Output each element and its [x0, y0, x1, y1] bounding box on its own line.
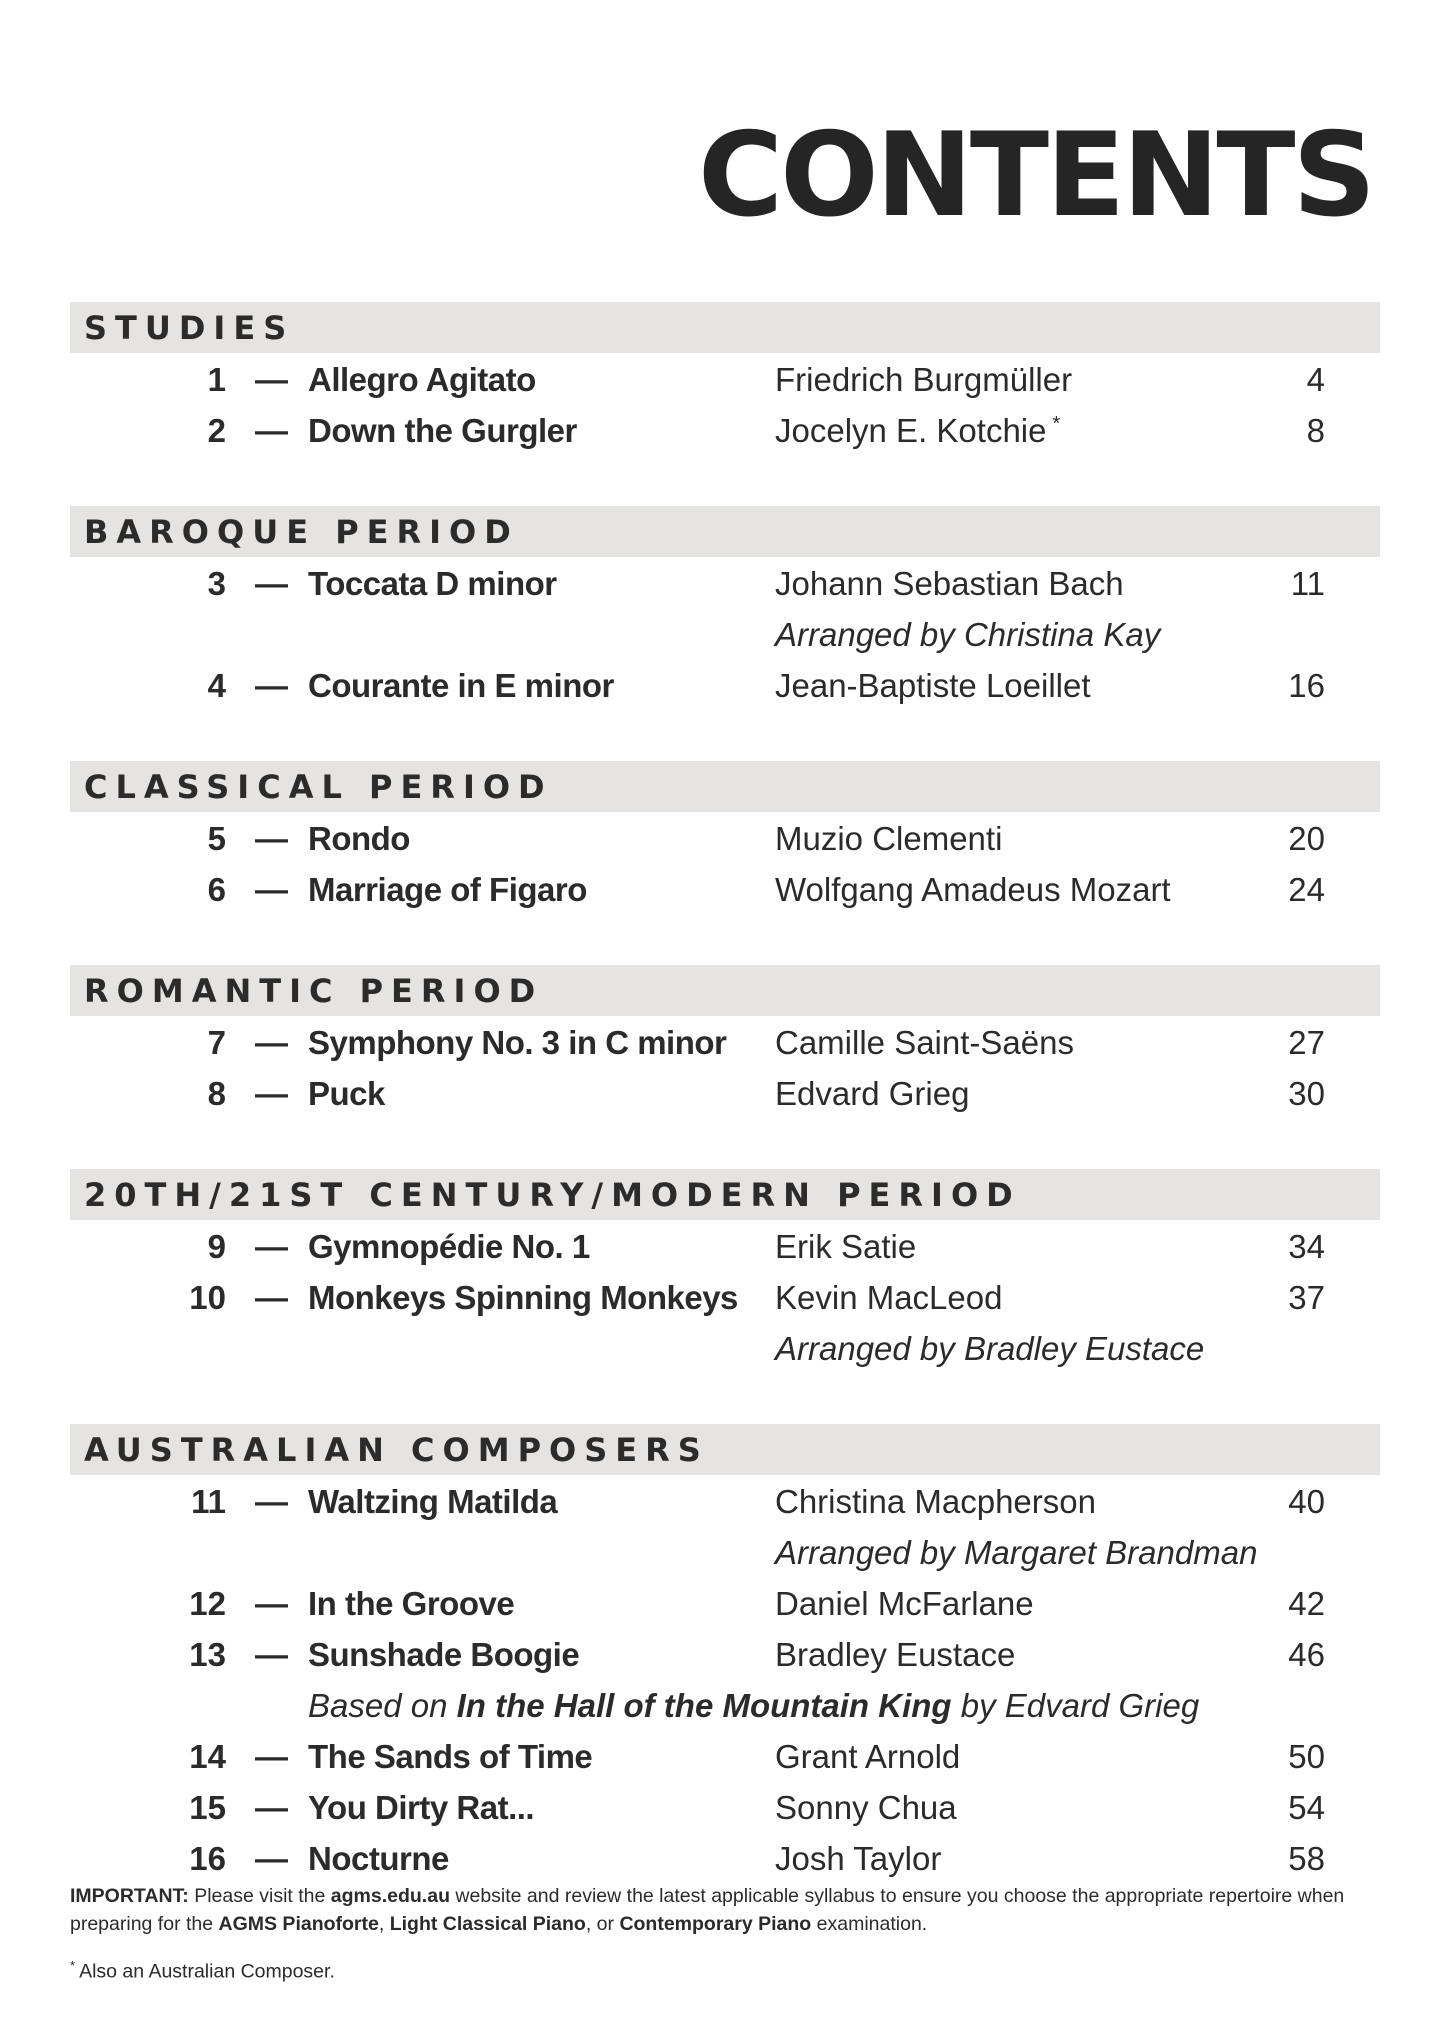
- page-number: 42: [1288, 1585, 1325, 1622]
- toc-entry[interactable]: [70, 1475, 1380, 1526]
- exam-name: AGMS Pianoforte: [218, 1913, 379, 1935]
- toc-entry[interactable]: [70, 557, 1380, 608]
- toc-section: [70, 302, 1380, 455]
- composer-name: [775, 1738, 960, 1776]
- dash-separator: —: [255, 1075, 288, 1112]
- composer-text: Erik Satie: [775, 1228, 917, 1265]
- footnote: [70, 1958, 335, 1984]
- toc-entry[interactable]: [70, 353, 1380, 404]
- page-number: 24: [1288, 871, 1325, 908]
- section-header: AUSTRALIAN COMPOSERS: [70, 1424, 1380, 1475]
- composer-text: Johann Sebastian Bach: [775, 565, 1124, 602]
- piece-title: Gymnopédie No. 1: [308, 1228, 590, 1265]
- piece-number: 1: [207, 361, 226, 398]
- piece-number: 15: [189, 1789, 226, 1826]
- toc-section: [70, 506, 1380, 710]
- toc-entry[interactable]: [70, 1067, 1380, 1118]
- dash-separator: —: [255, 1840, 288, 1877]
- piece-number: 10: [189, 1279, 226, 1316]
- piece-title: Nocturne: [308, 1840, 449, 1877]
- piece-number: 6: [207, 871, 226, 908]
- arranger-row: [70, 1322, 1380, 1373]
- composer-text: Friedrich Burgmüller: [775, 361, 1073, 398]
- piece-title: Symphony No. 3 in C minor: [308, 1024, 727, 1061]
- dash-separator: —: [255, 1279, 288, 1316]
- composer-text: Christina Macpherson: [775, 1483, 1096, 1520]
- composer-text: Camille Saint-Saëns: [775, 1024, 1074, 1061]
- composer-name: [775, 1024, 1074, 1062]
- piece-title: Waltzing Matilda: [308, 1483, 558, 1520]
- note-text: ,: [378, 1913, 390, 1935]
- composer-text: Grant Arnold: [775, 1738, 961, 1775]
- page-number: 46: [1288, 1636, 1325, 1673]
- piece-title: You Dirty Rat...: [308, 1789, 535, 1826]
- toc-entry[interactable]: [70, 1730, 1380, 1781]
- piece-number: 12: [189, 1585, 226, 1622]
- exam-name: Contemporary Piano: [619, 1913, 812, 1935]
- toc-section: [70, 965, 1380, 1118]
- composer-text: Wolfgang Amadeus Mozart: [775, 871, 1171, 908]
- piece-title: Rondo: [308, 820, 410, 857]
- important-note: [70, 1882, 1390, 1938]
- page-number: 54: [1288, 1789, 1325, 1826]
- composer-name: [775, 1483, 1096, 1521]
- composer-text: Kevin MacLeod: [775, 1279, 1003, 1316]
- section-header: CLASSICAL PERIOD: [70, 761, 1380, 812]
- asterisk-mark: *: [70, 1958, 76, 1973]
- page-number: 37: [1288, 1279, 1325, 1316]
- toc-entry[interactable]: [70, 659, 1380, 710]
- composer-text: Josh Taylor: [775, 1840, 942, 1877]
- composer-text: Bradley Eustace: [775, 1636, 1016, 1673]
- arranger-credit: Arranged by Christina Kay: [775, 616, 1161, 653]
- toc-entry[interactable]: [70, 1577, 1380, 1628]
- page-number: 58: [1288, 1840, 1325, 1877]
- arranger-credit: Arranged by Margaret Brandman: [775, 1534, 1258, 1571]
- composer-name: [775, 1279, 1002, 1317]
- page-number: 4: [1306, 361, 1325, 398]
- toc-entry[interactable]: [70, 1016, 1380, 1067]
- piece-number: 2: [207, 412, 226, 449]
- arranger-credit: Arranged by Bradley Eustace: [775, 1330, 1205, 1367]
- page-number: 11: [1290, 565, 1325, 602]
- section-header: BAROQUE PERIOD: [70, 506, 1380, 557]
- composer-text: Jean-Baptiste Loeillet: [775, 667, 1091, 704]
- composer-text: Daniel McFarlane: [775, 1585, 1034, 1622]
- piece-number: 4: [207, 667, 226, 704]
- based-on-prefix: Based on: [308, 1687, 457, 1724]
- toc-section: [70, 761, 1380, 914]
- page-number: 20: [1288, 820, 1325, 857]
- note-text: website and review the latest applicable syllabus to ensure you choose the appropriate repertoire when preparing for the: [70, 1885, 1345, 1935]
- toc-entry[interactable]: [70, 1271, 1380, 1322]
- page-number: 16: [1288, 667, 1325, 704]
- section-header: STUDIES: [70, 302, 1380, 353]
- page-number: 50: [1288, 1738, 1325, 1775]
- toc-entry[interactable]: [70, 812, 1380, 863]
- dash-separator: —: [255, 1738, 288, 1775]
- piece-title: Allegro Agitato: [308, 361, 536, 398]
- section-header: ROMANTIC PERIOD: [70, 965, 1380, 1016]
- composer-name: [775, 820, 1002, 858]
- based-on-credit: [308, 1687, 1199, 1725]
- dash-separator: —: [255, 820, 288, 857]
- arranger-row: [70, 608, 1380, 659]
- dash-separator: —: [255, 361, 288, 398]
- website-link[interactable]: agms.edu.au: [330, 1885, 450, 1907]
- composer-name: [775, 1228, 916, 1266]
- note-text: Please visit the: [188, 1885, 331, 1907]
- dash-separator: —: [255, 565, 288, 602]
- important-label: IMPORTANT:: [70, 1885, 189, 1907]
- dash-separator: —: [255, 1228, 288, 1265]
- page-number: 8: [1306, 412, 1325, 449]
- piece-number: 8: [207, 1075, 226, 1112]
- note-text: , or: [585, 1913, 620, 1935]
- dash-separator: —: [255, 1024, 288, 1061]
- based-on-suffix: by Edvard Grieg: [951, 1687, 1200, 1724]
- piece-number: 3: [207, 565, 226, 602]
- piece-title: Down the Gurgler: [308, 412, 577, 449]
- composer-name: [775, 1636, 1015, 1674]
- composer-text: Edvard Grieg: [775, 1075, 970, 1112]
- composer-name: [775, 361, 1072, 399]
- note-text: examination.: [811, 1913, 928, 1935]
- composer-name: [775, 412, 1060, 450]
- toc-entry[interactable]: [70, 1781, 1380, 1832]
- dash-separator: —: [255, 1585, 288, 1622]
- piece-title: Marriage of Figaro: [308, 871, 587, 908]
- dash-separator: —: [255, 412, 288, 449]
- piece-number: 14: [189, 1738, 226, 1775]
- piece-number: 13: [189, 1636, 226, 1673]
- composer-text: Jocelyn E. Kotchie: [775, 412, 1047, 449]
- dash-separator: —: [255, 667, 288, 704]
- piece-number: 7: [207, 1024, 226, 1061]
- dash-separator: —: [255, 871, 288, 908]
- piece-number: 5: [207, 820, 226, 857]
- dash-separator: —: [255, 1789, 288, 1826]
- composer-name: [775, 565, 1124, 603]
- piece-title: Courante in E minor: [308, 667, 614, 704]
- composer-name: [775, 667, 1091, 705]
- piece-number: 11: [191, 1483, 226, 1520]
- piece-title: Toccata D minor: [308, 565, 557, 602]
- composer-name: [775, 1585, 1034, 1623]
- toc-entry[interactable]: [70, 404, 1380, 455]
- dash-separator: —: [255, 1483, 288, 1520]
- asterisk-mark: *: [1052, 413, 1061, 435]
- page-number: 34: [1288, 1228, 1325, 1265]
- page-number: 40: [1288, 1483, 1325, 1520]
- toc-entry[interactable]: [70, 1220, 1380, 1271]
- dash-separator: —: [255, 1636, 288, 1673]
- piece-title: The Sands of Time: [308, 1738, 593, 1775]
- piece-title: Sunshade Boogie: [308, 1636, 580, 1673]
- page-number: 27: [1288, 1024, 1325, 1061]
- composer-name: [775, 871, 1171, 909]
- composer-text: Sonny Chua: [775, 1789, 957, 1826]
- piece-number: 9: [207, 1228, 226, 1265]
- page-number: 30: [1288, 1075, 1325, 1112]
- toc-entry[interactable]: [70, 1628, 1380, 1679]
- toc-section: [70, 1424, 1380, 1883]
- footnote-text: Also an Australian Composer.: [79, 1960, 335, 1983]
- composer-name: [775, 1075, 969, 1113]
- composer-text: Muzio Clementi: [775, 820, 1003, 857]
- toc-entry[interactable]: [70, 1832, 1380, 1883]
- toc-entry[interactable]: [70, 863, 1380, 914]
- exam-name: Light Classical Piano: [389, 1913, 586, 1935]
- toc-section: [70, 1169, 1380, 1373]
- page-title: CONTENTS: [698, 108, 1373, 243]
- piece-title: Monkeys Spinning Monkeys: [308, 1279, 738, 1316]
- original-work-title: In the Hall of the Mountain King: [456, 1687, 952, 1724]
- composer-name: [775, 1840, 941, 1878]
- piece-title: Puck: [308, 1075, 385, 1112]
- section-header: 20TH/21ST CENTURY/MODERN PERIOD: [70, 1169, 1380, 1220]
- piece-number: 16: [189, 1840, 226, 1877]
- contents-list: [70, 302, 1380, 1934]
- arranger-row: [70, 1526, 1380, 1577]
- composer-name: [775, 1789, 957, 1827]
- piece-title: In the Groove: [308, 1585, 515, 1622]
- based-on-row: [70, 1679, 1380, 1730]
